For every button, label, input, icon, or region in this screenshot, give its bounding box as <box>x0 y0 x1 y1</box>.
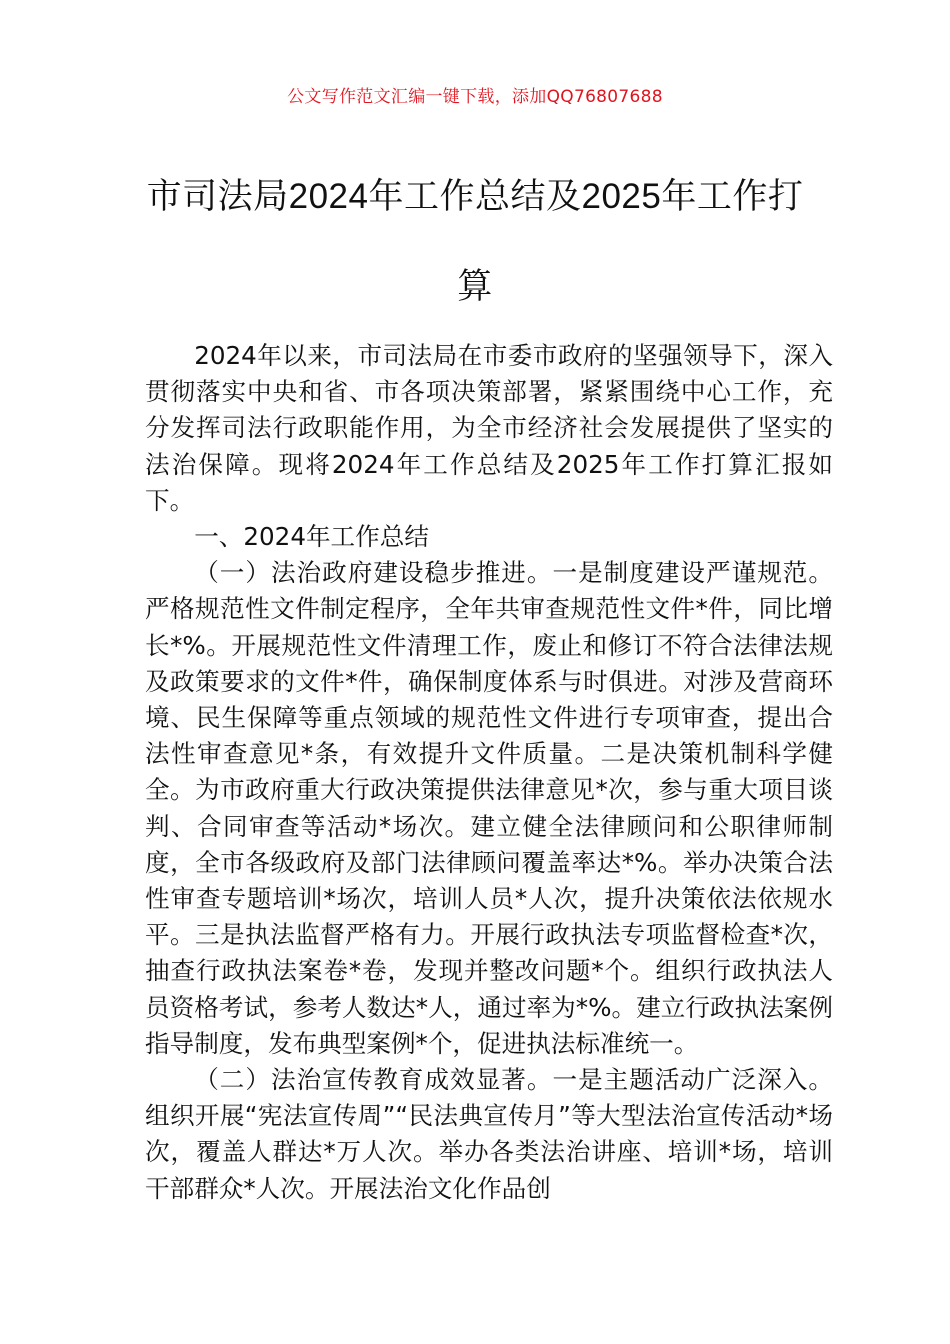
paragraph-rule-of-law-government: （一）法治政府建设稳步推进。一是制度建设严谨规范。严格规范性文件制定程序，全年共审查规范性文件*件，同比增长*%。开展规范性文件清理工作，废止和修订不符合法律法规及政策要求的文件*件，确保制度体系与时俱进。对涉及营商环境、民生保障等重点领域的规范性文件进行专项审查，提出合法性审查意见*条，有效提升文件质量。二是决策机制科学健全。为市政府重大行政决策提供法律意见*次，参与重大项目谈判、合同审查等活动*场次。建立健全法律顾问和公职律师制度，全市各级政府及部门法律顾问覆盖率达*%。举办决策合法性审查专题培训*场次，培训人员*人次，提升决策依法依规水平。三是执法监督严格有力。开展行政执法专项监督检查*次，抽查行政执法案卷*卷，发现并整改问题*个。组织行政执法人员资格考试，参考人数达*人，通过率为*%。建立行政执法案例指导制度，发布典型案例*个，促进执法标准统一。 <box>145 558 833 1058</box>
document-body <box>145 338 833 1207</box>
section-heading-2024-summary: 一、2024年工作总结 <box>194 522 429 552</box>
document-title: 市司法局2024年工作总结及2025年工作打算 <box>146 177 804 306</box>
download-promo-note: 公文写作范文汇编一键下载，添加QQ76807688 <box>287 87 663 107</box>
intro-paragraph: 2024年以来，市司法局在市委市政府的坚强领导下，深入贯彻落实中央和省、市各项决策部署，紧紧围绕中心工作，充分发挥司法行政职能作用，为全市经济社会发展提供了坚实的法治保障。现将2024年工作总结及2025年工作打算汇报如下。 <box>145 341 833 515</box>
paragraph-legal-publicity-education: （二）法治宣传教育成效显著。一是主题活动广泛深入。组织开展“宪法宣传周”“民法典宣传月”等大型法治宣传活动*场次，覆盖人群达*万人次。举办各类法治讲座、培训*场，培训干部群众*人次。开展法治文化作品创 <box>145 1065 833 1203</box>
